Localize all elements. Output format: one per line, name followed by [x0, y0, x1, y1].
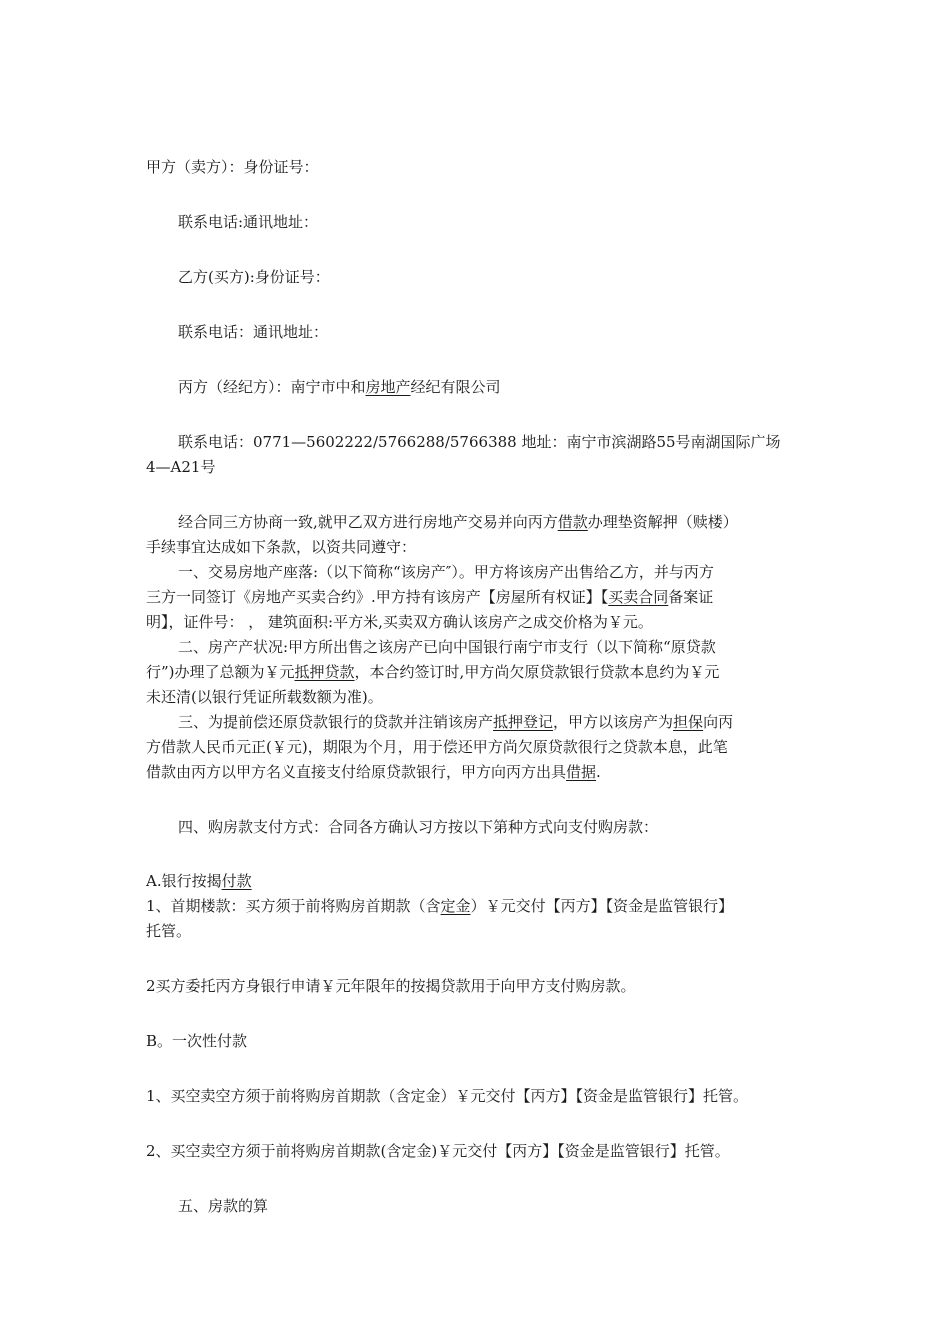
party-a-contact-line: 联系电话:通讯地址： — [178, 213, 319, 231]
option-b-title: B。一次性付款 — [146, 1032, 248, 1050]
option-a-item-1-line-2: 托管。 — [146, 922, 192, 940]
option-a-title-prefix: A.银行按揭 — [146, 872, 222, 890]
guarantee-link[interactable]: 担保 — [673, 713, 704, 731]
clause-2-line-1: 二、房产产状况:甲方所出售之该房产已向中国银行南宁市支行（以下简称“原贷款 — [178, 638, 716, 656]
option-a-item-2: 2买方委托丙方身银行申请￥元年限年的按揭贷款用于向甲方支付购房款。 — [146, 977, 636, 995]
clause-3-line-3-suffix: . — [596, 763, 601, 781]
intro-suffix: 办理垫资解押（赎楼） — [587, 513, 738, 531]
clause-1-line-2 — [146, 584, 713, 610]
option-a-item-1-suffix: ）￥元交付【丙方】【资金是监管银行】 — [470, 897, 734, 915]
clause-3-line-1-prefix: 三、为提前偿还原贷款银行的贷款并注销该房产 — [178, 713, 494, 731]
clause-5-line: 五、房款的算 — [178, 1197, 269, 1215]
clause-2-line-3: 未还清(以银行凭证所载数额为准)。 — [146, 688, 383, 706]
payment-link[interactable]: 付款 — [221, 872, 252, 890]
intro-prefix: 经合同三方协商一致,就甲乙双方进行房地产交易并向丙方 — [178, 513, 558, 531]
party-a-line: 甲方（卖方）：身份证号： — [146, 158, 319, 176]
clause-2-line-2 — [146, 659, 719, 685]
clause-1-line-2-suffix: 备案证 — [668, 588, 714, 606]
clause-3-line-3-prefix: 借款由丙方以甲方名义直接支付给原贷款银行，甲方向丙方出具 — [146, 763, 567, 781]
clause-3-line-1-suffix: 向丙 — [703, 713, 734, 731]
party-c-suffix: 经纪有限公司 — [410, 378, 501, 396]
option-a-item-1-line-1 — [146, 893, 733, 919]
option-a-title — [146, 868, 252, 894]
intro-line-1 — [178, 509, 738, 535]
party-b-line: 乙方(买方):身份证号： — [178, 268, 330, 286]
clause-3-line-1 — [178, 709, 733, 735]
clause-3-line-2: 方借款人民币元正(￥元)，期限为个月，用于偿还甲方尚欠原贷款很行之贷款本息，此笔 — [146, 738, 728, 756]
clause-1-line-3: 明】，证件号： ， 建筑面积:平方米,买卖双方确认该房产之成交价格为￥元。 — [146, 613, 653, 631]
party-c-contact-line-1: 联系电话：0771—5602222/5766288/5766388 地址：南宁市滨湖路55号南湖国际广场 — [178, 433, 781, 451]
iou-link[interactable]: 借据 — [566, 763, 597, 781]
clause-3-line-3 — [146, 759, 601, 785]
intro-line-2: 手续事宜达成如下条款，以资共同遵守： — [146, 538, 417, 556]
party-c-prefix: 丙方（经纪方）：南宁市中和 — [178, 378, 366, 396]
option-b-item-2: 2、买空卖空方须于前将购房首期款(含定金)￥元交付【丙方】【资金是监管银行】托管。 — [146, 1142, 730, 1160]
party-b-contact-line: 联系电话：通讯地址： — [178, 323, 329, 341]
mortgage-registration-link[interactable]: 抵押登记 — [493, 713, 554, 731]
party-c-contact-line-2: 4—A21号 — [146, 458, 216, 476]
clause-3-line-1-mid: ，甲方以该房产为 — [553, 713, 674, 731]
party-c-line — [178, 374, 501, 400]
option-a-item-1-prefix: 1、首期楼款：买方须于前将购房首期款（含 — [146, 897, 441, 915]
clause-2-line-2-suffix: ，本合约签订时,甲方尚欠原贷款银行贷款本息约为￥元 — [354, 663, 720, 681]
clause-4-line: 四、购房款支付方式：合同各方确认习方按以下第种方式向支付购房款： — [178, 818, 659, 836]
clause-1-line-1: 一、交易房地产座落:（以下简称“该房产″）。甲方将该房产出售给乙方，并与丙方 — [178, 563, 714, 581]
sales-contract-link[interactable]: 买卖合同 — [608, 588, 669, 606]
loan-link[interactable]: 借款 — [557, 513, 588, 531]
clause-2-line-2-prefix: 行”)办理了总额为￥元 — [146, 663, 295, 681]
deposit-link[interactable]: 定金 — [440, 897, 471, 915]
mortgage-loan-link[interactable]: 抵押贷款 — [294, 663, 355, 681]
clause-1-line-2-prefix: 三方一同签订《房地产买卖合约》.甲方持有该房产【房屋所有权证】【 — [146, 588, 609, 606]
option-b-item-1: 1、买空卖空方须于前将购房首期款（含定金）￥元交付【丙方】【资金是监管银行】托管。 — [146, 1087, 749, 1105]
real-estate-link[interactable]: 房地产 — [365, 378, 411, 396]
